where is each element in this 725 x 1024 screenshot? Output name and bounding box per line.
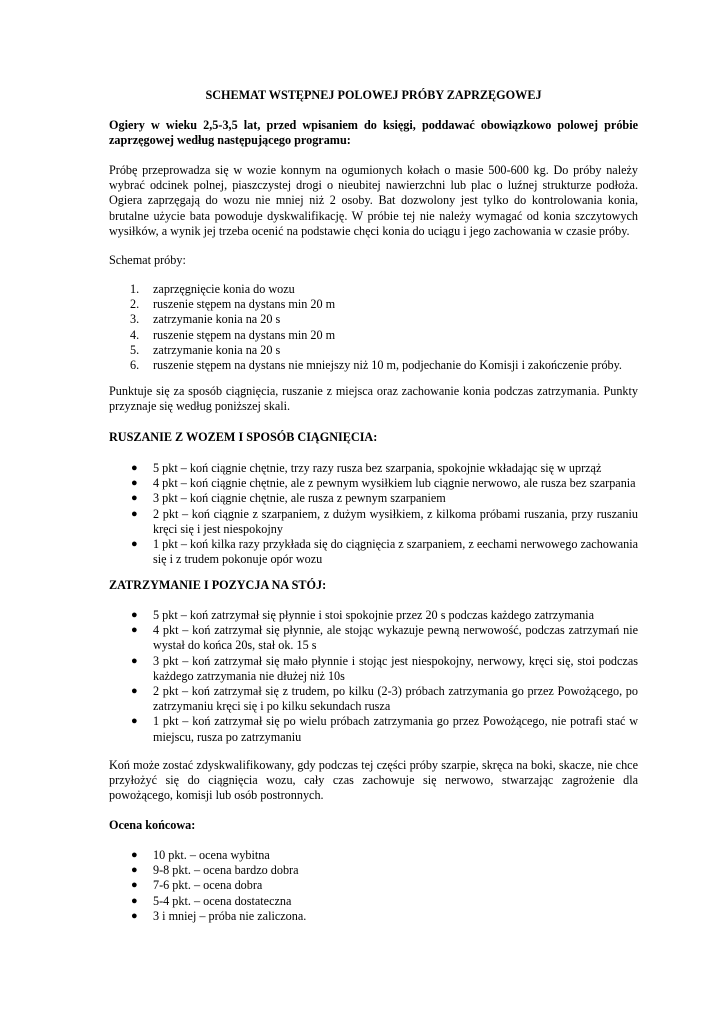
schema-step bbox=[109, 312, 649, 327]
scoring-paragraph: Punktuje się za sposób ciągnięcia, ruszanie z miejsca oraz zachowanie konia podczas zatrzymania. Punkty przyznaje się według poniższej skali. bbox=[109, 384, 638, 414]
list-item: ● 1 pkt – koń zatrzymał się po wielu próbach zatrzymania go przez Powożącego, nie potrafi stać w miejscu, rusza po zatrzymaniu bbox=[131, 714, 638, 744]
schema-step bbox=[109, 328, 649, 343]
list-item: ● 7-6 pkt. – ocena dobra bbox=[131, 878, 263, 893]
ocena-list bbox=[109, 848, 638, 924]
list-item: ● 3 pkt – koń zatrzymał się mało płynnie i stojąc jest niespokojny, nerwowy, kręci się, stoi podczas każdego zatrzymania nie dłużej niż 10s bbox=[131, 653, 638, 683]
list-item: ● 5 pkt – koń ciągnie chętnie, trzy razy rusza bez szarpania, spokojnie wkładając się w uprząż bbox=[131, 461, 602, 475]
step-number: 5. bbox=[130, 342, 140, 357]
ruszanie-list bbox=[109, 461, 638, 567]
ocena-heading: Ocena końcowa: bbox=[109, 818, 196, 832]
step-number: 1. bbox=[130, 282, 140, 296]
zatrzymanie-list bbox=[109, 608, 638, 745]
schema-step bbox=[109, 358, 649, 373]
list-item: ● 1 pkt – koń kilka razy przykłada się do ciągnięcia z szarpaniem, z eechami nerwowego zachowania się i z trudem pokonuje opór wozu bbox=[131, 537, 638, 567]
bullet-icon: ● bbox=[131, 909, 138, 922]
list-item: ● 9-8 pkt. – ocena bardzo dobra bbox=[131, 863, 299, 878]
list-item: ● 2 pkt – koń ciągnie z szarpaniem, z dużym wysiłkiem, z kilkoma próbami ruszania, przy ruszaniu kręci się i jest niespokojny bbox=[131, 506, 638, 536]
bullet-icon: ● bbox=[131, 864, 138, 877]
bullet-icon: ● bbox=[131, 462, 138, 474]
bullet-icon: ● bbox=[131, 685, 138, 698]
schema-step bbox=[109, 343, 649, 358]
schema-step bbox=[109, 282, 649, 297]
schema-step bbox=[109, 297, 649, 312]
step-text: zaprzęgnięcie konia do wozu bbox=[153, 282, 295, 296]
bullet-icon: ● bbox=[131, 507, 138, 520]
step-text: ruszenie stępem na dystans min 20 m bbox=[153, 297, 336, 312]
disqualification-paragraph: Koń może zostać zdyskwalifikowany, gdy podczas tej części próby szarpie, skręca na boki, skacze, nie chce przyłożyć się do ciągnięcia wozu, cały czas zachowuje się nerwowo, stwarzając zagrożenie dla powożącego, komisji lub osób postronnych. bbox=[109, 758, 638, 803]
step-number: 2. bbox=[130, 297, 140, 312]
list-item: ● 4 pkt – koń ciągnie chętnie, ale z pewnym wysiłkiem lub ciągnie nerwowo, ale rusza bez szarpania bbox=[131, 476, 636, 491]
step-text: zatrzymanie konia na 20 s bbox=[153, 312, 281, 327]
list-item: ● 4 pkt – koń zatrzymał się płynnie, ale stojąc wykazuje pewną nerwowość, podczas zatrzymań nie wystał do końca 20s, stał ok. 15 s bbox=[131, 623, 638, 653]
bullet-icon: ● bbox=[131, 624, 138, 637]
list-item: ● 10 pkt. – ocena wybitna bbox=[131, 848, 270, 862]
procedure-paragraph: Próbę przeprowadza się w wozie konnym na ogumionych kołach o masie 500-600 kg. Do próby należy wybrać odcinek polnej, piaszczystej drogi o nieubitej nawierzchni lub plac o luźnej strukturze podłoża. Ogiera zaprzęgają do wozu nie mniej niż 2 osoby. Bat dozwolony jest tylko do kontrolowania konia, brutalne użycie bata powoduje dyskwalifikację. W próbie tej nie należy wymagać od konia szczytowych wysiłków, a wynik jej trzeba ocenić na podstawie chęci konia do uciągu i jego zachowania w czasie próby. bbox=[109, 163, 638, 238]
bullet-icon: ● bbox=[131, 654, 138, 667]
schema-label: Schemat próby: bbox=[109, 253, 186, 267]
list-item: ● 5 pkt – koń zatrzymał się płynnie i stoi spokojnie przez 20 s podczas każdego zatrzymania bbox=[131, 608, 594, 622]
bullet-icon: ● bbox=[131, 609, 138, 621]
bullet-icon: ● bbox=[131, 492, 138, 505]
step-text: zatrzymanie konia na 20 s bbox=[153, 342, 281, 357]
step-number: 3. bbox=[130, 312, 140, 327]
step-number: 4. bbox=[130, 327, 140, 342]
step-number: 6. bbox=[130, 358, 140, 373]
list-item: ● 3 i mniej – próba nie zaliczona. bbox=[131, 908, 307, 923]
list-item: ● 3 pkt – koń ciągnie chętnie, ale rusza z pewnym szarpaniem bbox=[131, 491, 446, 506]
document-title: SCHEMAT WSTĘPNEJ POLOWEJ PRÓBY ZAPRZĘGOWEJ bbox=[205, 88, 542, 102]
list-item: ● 5-4 pkt. – ocena dostateczna bbox=[131, 893, 292, 908]
bullet-icon: ● bbox=[131, 715, 138, 728]
ruszanie-heading: RUSZANIE Z WOZEM I SPOSÓB CIĄGNIĘCIA: bbox=[109, 430, 378, 444]
bullet-icon: ● bbox=[131, 849, 138, 861]
intro-paragraph: Ogiery w wieku 2,5-3,5 lat, przed wpisaniem do księgi, poddawać obowiązkowo polowej próbie zaprzęgowej według następującego programu: bbox=[109, 118, 638, 148]
bullet-icon: ● bbox=[131, 879, 138, 892]
bullet-icon: ● bbox=[131, 894, 138, 907]
schema-steps-list bbox=[109, 282, 649, 373]
step-text: ruszenie stępem na dystans min 20 m bbox=[153, 327, 336, 342]
zatrzymanie-heading: ZATRZYMANIE I POZYCJA NA STÓJ: bbox=[109, 578, 327, 592]
step-text: ruszenie stępem na dystans nie mniejszy niż 10 m, podjechanie do Komisji i zakończenie próby. bbox=[153, 358, 622, 373]
list-item: ● 2 pkt – koń zatrzymał się z trudem, po kilku (2-3) próbach zatrzymania go przez Powożącego, po zatrzymaniu kręci się i po kilku sekundach rusza bbox=[131, 684, 638, 714]
bullet-icon: ● bbox=[131, 477, 138, 490]
bullet-icon: ● bbox=[131, 538, 138, 551]
